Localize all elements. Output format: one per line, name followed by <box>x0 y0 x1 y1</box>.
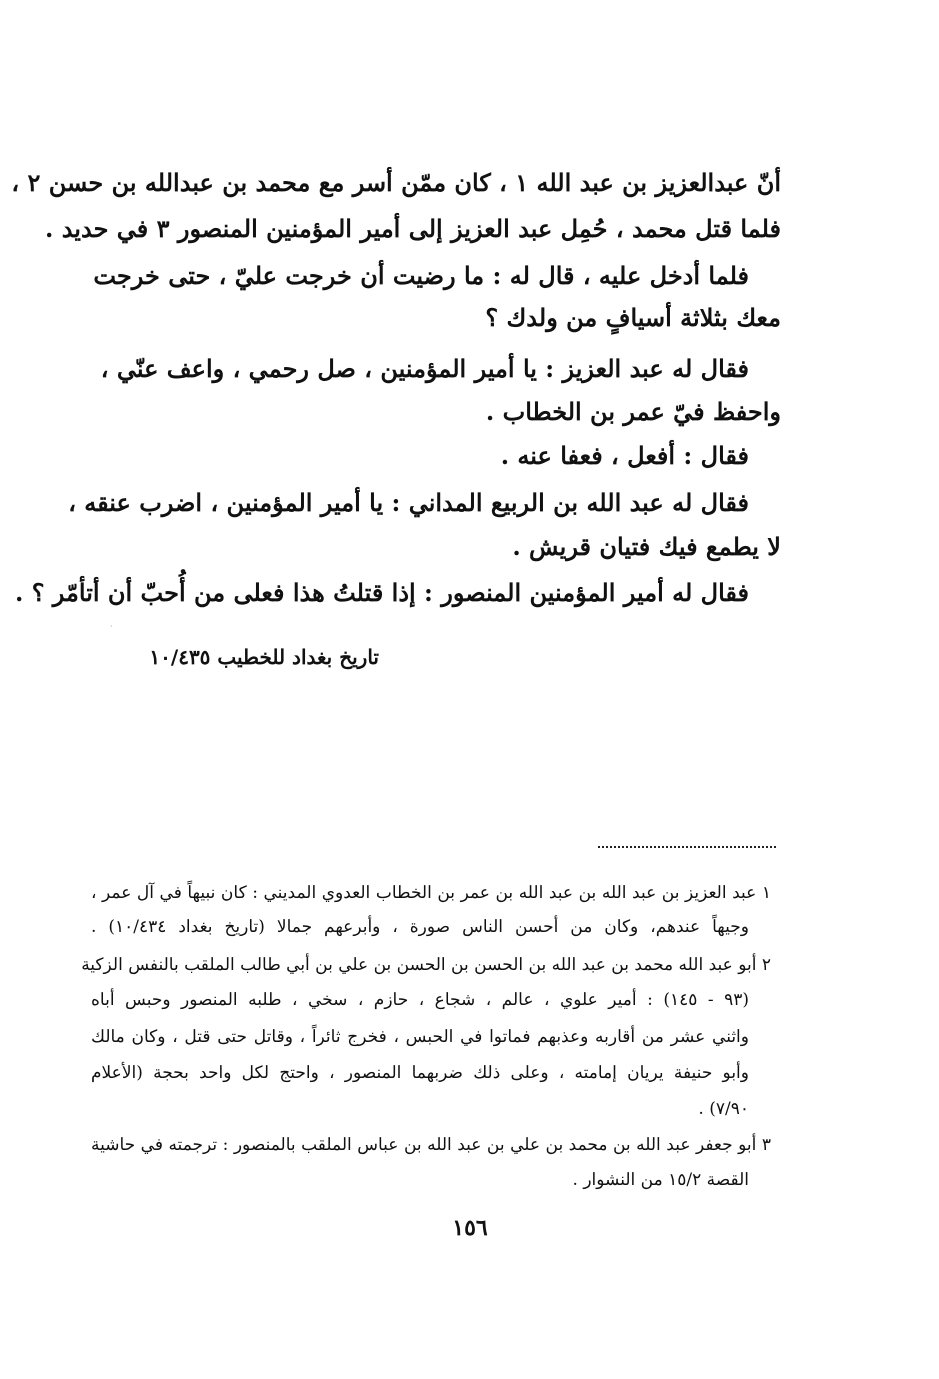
main-text-line-1: أنّ عبدالعزيز بن عبد الله ١ ، كان ممّن أسر مع محمد بن عبدالله بن حسن ٢ ، <box>11 168 781 197</box>
footnote-2-line-4: وأبو حنيفة يريان إمامته ، وعلى ذلك ضربهما المنصور ، واحتج لكل واحد بحجة (الأعلام <box>91 1063 749 1083</box>
main-text-line-2: فلما قتل محمد ، حُمِل عبد العزيز إلى أمير المؤمنين المنصور ٣ في حديد . <box>45 214 781 243</box>
footnote-2-line-3: واثني عشر من أقاربه وعذبهم فماتوا في الحبس ، فخرج ثائراً ، وقاتل حتى قتل ، وكان مالك <box>91 1027 749 1047</box>
footnote-2-line-2: (٩٣ - ١٤٥) : أمير علوي ، عالم ، شجاع ، حازم ، سخي ، طلبه المنصور وحبس أباه <box>91 990 749 1010</box>
page-number: ١٥٦ <box>452 1215 488 1241</box>
stray-dot-mark: · <box>110 622 113 631</box>
footnote-1-line-1: ١ عبد العزيز بن عبد الله بن عبد الله بن عمر بن الخطاب العدوي المديني : كان نبيهاً في آل عمر ، <box>91 883 771 903</box>
footnote-3-line-2: القصة ١٥/٢ من النشوار . <box>572 1170 749 1190</box>
main-text-line-5: فقال له عبد العزيز : يا أمير المؤمنين ، صل رحمي ، واعف عنّي ، <box>100 354 749 383</box>
main-text-line-4: معك بثلاثة أسيافٍ من ولدك ؟ <box>485 303 781 332</box>
main-text-line-8: فقال له عبد الله بن الربيع المداني : يا أمير المؤمنين ، اضرب عنقه ، <box>68 488 749 517</box>
main-text-line-9: لا يطمع فيك فتيان قريش . <box>512 532 781 561</box>
footnote-3-line-1: ٣ أبو جعفر عبد الله بن محمد بن علي بن عبد الله بن عباس الملقب بالمنصور : ترجمته في حاشية <box>91 1135 771 1155</box>
footnote-1-line-2: وجيهاً عندهم، وكان من أحسن الناس صورة ، وأبرعهم جمالا (تاريخ بغداد ١٠/٤٣٤) . <box>91 917 749 937</box>
main-text-line-3: فلما أدخل عليه ، قال له : ما رضيت أن خرجت عليّ ، حتى خرجت <box>93 261 749 290</box>
main-text-line-10: فقال له أمير المؤمنين المنصور : إذا قتلتُ هذا فعلى من أُحبّ أن أتأمّر ؟ . <box>14 578 749 607</box>
source-citation: تاريخ بغداد للخطيب ١٠/٤٣٥ <box>149 645 379 669</box>
main-text-line-7: فقال : أفعل ، فعفا عنه . <box>500 441 749 470</box>
footnote-divider <box>598 846 776 848</box>
footnote-2-line-5: ٧/٩٠) . <box>698 1099 749 1119</box>
main-text-line-6: واحفظ فيّ عمر بن الخطاب . <box>485 397 781 426</box>
footnote-2-line-1: ٢ أبو عبد الله محمد بن عبد الله بن الحسن بن الحسن بن علي بن أبي طالب الملقب بالنفس الزكية <box>81 955 771 975</box>
